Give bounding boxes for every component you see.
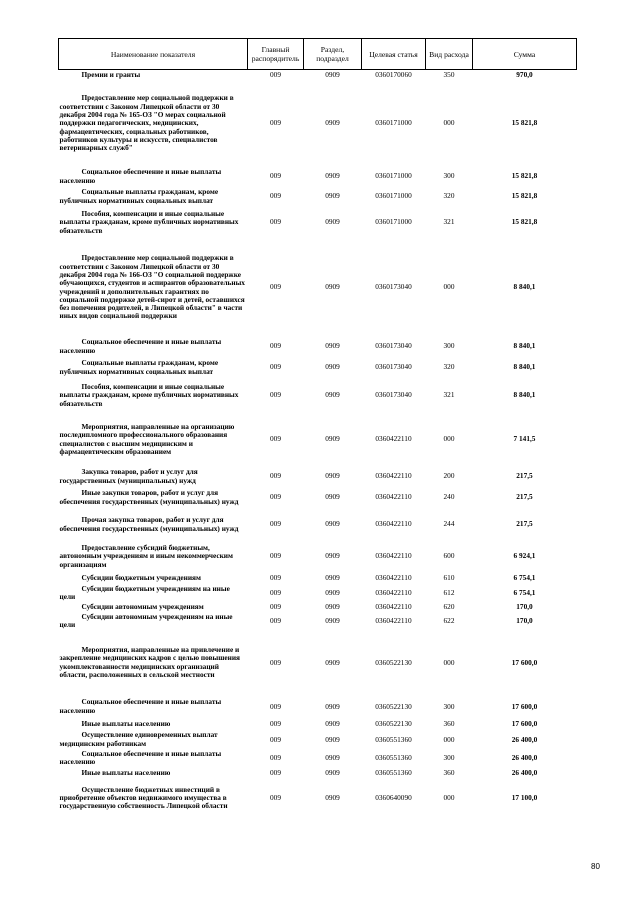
row-admin: 009 (270, 171, 281, 181)
row-section: 0909 (325, 573, 340, 583)
row-admin: 009 (270, 718, 281, 728)
row-sum: 8 840,1 (513, 282, 536, 292)
row-sum: 7 141,5 (513, 434, 536, 444)
row-expense: 000 (443, 793, 455, 803)
row-admin: 009 (270, 118, 281, 128)
row-expense: 622 (443, 616, 455, 626)
row-admin: 009 (270, 752, 281, 762)
row-section: 0909 (325, 341, 340, 351)
row-target: 0360170060 (375, 70, 412, 80)
row-name: Предоставление мер социальной поддержки в соответствии с Законом Липецкой области от 30 декабря 2004 года № 166-ОЗ "О социальной поддержке обучающихся, студентов и аспирантов образовательных учреждений и дополнительных гарантиях по социальной поддержке детей-сирот и детей, оставшихся без попечения родителей, в Липецкой области" в части иных видов социальной поддержки (59, 253, 245, 321)
row-sum: 970,0 (516, 70, 533, 80)
row-expense: 244 (443, 519, 455, 529)
row-target: 0360422110 (375, 587, 412, 597)
row-sum: 170,0 (516, 601, 533, 611)
row-admin: 009 (270, 519, 281, 529)
row-expense: 360 (443, 718, 455, 728)
row-sum: 15 821,8 (511, 191, 538, 201)
table-row (59, 573, 577, 585)
row-sum: 217,5 (516, 492, 533, 502)
row-expense: 350 (443, 70, 455, 80)
row-name: Мероприятия, направленные на привлечение и закрепление медицинских кадров с целью повышения укомплектованности медицинских организаций области, расположенных в сельской местности (59, 645, 240, 679)
row-name: Социальное обеспечение и иные выплаты населению (59, 697, 222, 715)
row-name: Осуществление единовременных выплат медицинским работникам (59, 730, 218, 748)
row-name: Социальные выплаты гражданам, кроме публичных нормативных социальных выплат (59, 187, 219, 205)
row-section: 0909 (325, 551, 340, 561)
row-sum: 26 400,0 (511, 734, 538, 744)
table-row (59, 509, 577, 541)
row-sum: 8 840,1 (513, 341, 536, 351)
page-number: 80 (591, 862, 600, 871)
row-sum: 15 821,8 (511, 171, 538, 181)
row-section: 0909 (325, 657, 340, 667)
row-name: Пособия, компенсации и иные социальные выплаты гражданам, кроме публичных нормативных обязательств (59, 382, 239, 408)
table-row (59, 70, 577, 81)
row-target: 0360422110 (375, 519, 412, 529)
table-row (59, 337, 577, 357)
table-row (59, 357, 577, 379)
row-sum: 170,0 (516, 616, 533, 626)
row-sum: 8 840,1 (513, 362, 536, 372)
table-row (59, 467, 577, 487)
row-expense: 620 (443, 601, 455, 611)
row-section: 0909 (325, 492, 340, 502)
row-name: Социальное обеспечение и иные выплаты населению (59, 337, 222, 355)
table-row (59, 730, 577, 750)
row-name: Мероприятия, направленные на организацию последипломного профессионального образования специалистов с высшим медицинским и фармацевтическим образованием (59, 421, 235, 456)
table-row (59, 207, 577, 239)
row-sum: 17 600,0 (511, 718, 538, 728)
row-name: Субсидии автономным учреждениям (81, 601, 204, 611)
row-section: 0909 (325, 434, 340, 444)
header-sum: Сумма (473, 39, 577, 70)
row-admin: 009 (270, 551, 281, 561)
row-section: 0909 (325, 601, 340, 611)
row-section: 0909 (325, 734, 340, 744)
table-row (59, 379, 577, 413)
row-target: 0360422110 (375, 601, 412, 611)
row-name: Прочая закупка товаров, работ и услуг для обеспечения государственных (муниципальных) нужд (59, 515, 239, 533)
row-target: 0360422110 (375, 616, 412, 626)
row-expense: 321 (443, 217, 455, 227)
row-target: 0360522130 (375, 657, 412, 667)
row-admin: 009 (270, 657, 281, 667)
row-section: 0909 (325, 217, 340, 227)
table-header-row (59, 39, 577, 70)
row-expense: 000 (443, 282, 455, 292)
row-target: 0360551360 (375, 752, 412, 762)
row-expense: 360 (443, 768, 455, 778)
row-section: 0909 (325, 362, 340, 372)
table-row (59, 413, 577, 467)
row-name: Субсидии бюджетным учреждениям (81, 573, 201, 583)
row-section: 0909 (325, 793, 340, 803)
row-expense: 320 (443, 362, 455, 372)
row-name: Пособия, компенсации и иные социальные выплаты гражданам, кроме публичных нормативных обязательств (59, 209, 239, 235)
table-row (59, 541, 577, 573)
table-row (59, 487, 577, 509)
row-name: Социальное обеспечение и иные выплаты населению (59, 167, 222, 185)
row-section: 0909 (325, 616, 340, 626)
row-expense: 000 (443, 118, 455, 128)
row-sum: 217,5 (516, 519, 533, 529)
row-expense: 300 (443, 171, 455, 181)
table-row (59, 167, 577, 187)
table-row (59, 239, 577, 337)
row-admin: 009 (270, 471, 281, 481)
row-name: Предоставление субсидий бюджетным, автономным учреждениям и иным некоммерческим организациям (59, 543, 233, 569)
row-target: 0360422110 (375, 573, 412, 583)
header-name: Наименование показателя (59, 39, 248, 70)
row-sum: 15 821,8 (511, 118, 538, 128)
row-admin: 009 (270, 768, 281, 778)
row-expense: 610 (443, 573, 455, 583)
table-row (59, 187, 577, 207)
row-expense: 321 (443, 390, 455, 400)
row-target: 0360173040 (375, 282, 412, 292)
row-admin: 009 (270, 217, 281, 227)
row-target: 0360522130 (375, 718, 412, 728)
row-name: Осуществление бюджетных инвестиций в приобретение объектов недвижимого имущества в государственную собственность Липецкой области (59, 784, 228, 811)
table-row (59, 696, 577, 718)
table-row (59, 750, 577, 767)
header-section: Раздел, подраздел (304, 39, 362, 70)
row-expense: 240 (443, 492, 455, 502)
row-expense: 612 (443, 587, 455, 597)
row-target: 0360422110 (375, 492, 412, 502)
row-target: 0360171000 (375, 171, 412, 181)
row-admin: 009 (270, 390, 281, 400)
row-expense: 000 (443, 734, 455, 744)
row-expense: 300 (443, 341, 455, 351)
table-row (59, 585, 577, 602)
row-name: Иные выплаты населению (81, 768, 171, 778)
row-admin: 009 (270, 616, 281, 626)
row-target: 0360522130 (375, 701, 412, 711)
row-admin: 009 (270, 601, 281, 611)
row-target: 0360422110 (375, 434, 412, 444)
header-expense: Вид расхода (426, 39, 473, 70)
row-section: 0909 (325, 519, 340, 529)
row-sum: 17 100,0 (511, 793, 538, 803)
row-admin: 009 (270, 191, 281, 201)
row-sum: 17 600,0 (511, 701, 538, 711)
budget-table (58, 38, 577, 816)
row-section: 0909 (325, 171, 340, 181)
row-target: 0360171000 (375, 118, 412, 128)
row-expense: 300 (443, 752, 455, 762)
header-admin: Главный распорядитель (248, 39, 304, 70)
row-target: 0360171000 (375, 217, 412, 227)
row-section: 0909 (325, 70, 340, 80)
row-target: 0360640090 (375, 793, 412, 803)
row-admin: 009 (270, 701, 281, 711)
row-sum: 26 400,0 (511, 752, 538, 762)
row-target: 0360173040 (375, 341, 412, 351)
row-expense: 320 (443, 191, 455, 201)
row-sum: 6 754,1 (513, 587, 536, 597)
row-target: 0360173040 (375, 362, 412, 372)
row-section: 0909 (325, 191, 340, 201)
table-row (59, 630, 577, 696)
row-target: 0360422110 (375, 551, 412, 561)
row-expense: 000 (443, 657, 455, 667)
row-name: Социальное обеспечение и иные выплаты населению (59, 748, 222, 766)
row-sum: 8 840,1 (513, 390, 536, 400)
row-name: Премии и гранты (81, 70, 141, 80)
row-sum: 26 400,0 (511, 768, 538, 778)
row-section: 0909 (325, 768, 340, 778)
table-row (59, 780, 577, 816)
row-admin: 009 (270, 492, 281, 502)
row-expense: 200 (443, 471, 455, 481)
table-row (59, 613, 577, 630)
row-section: 0909 (325, 471, 340, 481)
row-section: 0909 (325, 752, 340, 762)
table-body (59, 70, 577, 817)
budget-table-sheet (58, 38, 576, 816)
row-sum: 6 754,1 (513, 573, 536, 583)
row-section: 0909 (325, 701, 340, 711)
row-expense: 600 (443, 551, 455, 561)
row-sum: 17 600,0 (511, 657, 538, 667)
row-admin: 009 (270, 793, 281, 803)
row-name: Иные выплаты населению (81, 718, 171, 728)
row-name: Предоставление мер социальной поддержки в соответствии с Законом Липецкой области от 30 декабря 2004 года № 165-ОЗ "О мерах социальной поддержки педагогических, медицинских, фармацевтических, социальных работников, работников культуры и искусств, специалистов ветеринарных служб" (59, 93, 234, 153)
header-target: Целевая статья (362, 39, 426, 70)
row-sum: 6 924,1 (513, 551, 536, 561)
row-admin: 009 (270, 362, 281, 372)
row-admin: 009 (270, 434, 281, 444)
row-section: 0909 (325, 118, 340, 128)
row-target: 0360171000 (375, 191, 412, 201)
row-section: 0909 (325, 282, 340, 292)
row-section: 0909 (325, 390, 340, 400)
row-expense: 000 (443, 434, 455, 444)
row-admin: 009 (270, 70, 281, 80)
row-section: 0909 (325, 587, 340, 597)
row-name: Социальные выплаты гражданам, кроме публичных нормативных социальных выплат (59, 358, 219, 376)
table-row (59, 766, 577, 780)
row-sum: 15 821,8 (511, 217, 538, 227)
row-name: Иные закупки товаров, работ и услуг для обеспечения государственных (муниципальных) нужд (59, 488, 239, 506)
row-name: Закупка товаров, работ и услуг для государственных (муниципальных) нужд (59, 467, 198, 485)
table-row (59, 81, 577, 167)
row-target: 0360551360 (375, 734, 412, 744)
row-admin: 009 (270, 734, 281, 744)
table-row (59, 718, 577, 730)
row-target: 0360422110 (375, 471, 412, 481)
row-admin: 009 (270, 341, 281, 351)
row-target: 0360173040 (375, 390, 412, 400)
row-section: 0909 (325, 718, 340, 728)
row-name: Субсидии автономным учреждениям на иные цели (59, 612, 233, 630)
row-target: 0360551360 (375, 768, 412, 778)
row-name: Субсидии бюджетным учреждениям на иные цели (59, 583, 230, 601)
row-admin: 009 (270, 282, 281, 292)
row-admin: 009 (270, 587, 281, 597)
row-expense: 300 (443, 701, 455, 711)
row-sum: 217,5 (516, 471, 533, 481)
row-admin: 009 (270, 573, 281, 583)
